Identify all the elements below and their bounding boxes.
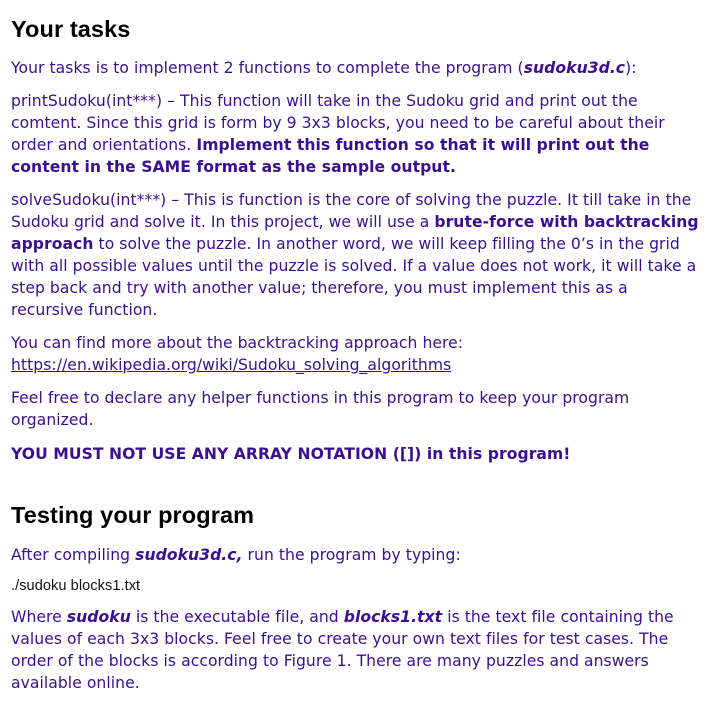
compile-text-1: After compiling	[11, 546, 136, 564]
run-command: ./sudoku blocks1.txt	[11, 578, 141, 594]
solve-sudoku-paragraph	[11, 189, 701, 321]
where-paragraph	[11, 606, 701, 694]
compile-filename: sudoku3d.c,	[135, 546, 243, 564]
warning-text: YOU MUST NOT USE ANY ARRAY NOTATION ([]) in this program!	[11, 445, 571, 463]
solve-sudoku-text-1: solveSudoku(int***) – This is function is the core of solving the puzzle. It till take in the Sudoku grid and solve it. In this project, we will use a	[11, 191, 692, 231]
intro-text: Your tasks is to implement 2 functions to complete the program (	[11, 59, 524, 77]
input-filename: blocks1.txt	[343, 608, 443, 626]
print-sudoku-paragraph	[11, 90, 701, 178]
tasks-intro-paragraph	[11, 57, 701, 79]
solve-sudoku-approach: brute-force with backtracking approach	[11, 213, 699, 253]
intro-filename: sudoku3d.c	[523, 59, 626, 77]
testing-heading: Testing your program	[11, 502, 255, 528]
compile-text-2: run the program by typing:	[242, 546, 461, 564]
executable-name: sudoku	[66, 608, 131, 626]
backtracking-text: You can find more about the backtracking approach here:	[11, 334, 464, 352]
your-tasks-heading: Your tasks	[11, 16, 131, 42]
helpers-paragraph: Feel free to declare any helper functions in this program to keep your program organized.	[11, 389, 630, 429]
print-sudoku-requirement: Implement this function so that it will print out the content in the SAME format as the sample output.	[11, 136, 650, 176]
compile-paragraph	[11, 544, 701, 566]
print-sudoku-text: printSudoku(int***) – This function will take in the Sudoku grid and print out the comtent. Since this grid is form by 9 3x3 blocks, you need to be careful about their order and orientations.	[11, 92, 665, 154]
where-text-2: is the executable file, and	[130, 608, 344, 626]
where-text-1: Where	[11, 608, 67, 626]
solve-sudoku-text-2: to solve the puzzle. In another word, we will keep filling the 0’s in the grid with all possible values until the puzzle is solved. If a value does not work, it will take a step back and try with another value; therefore, you must implement this as a recursive function.	[11, 235, 697, 319]
backtracking-paragraph	[11, 332, 701, 376]
array-notation-warning	[11, 443, 701, 465]
wikipedia-link[interactable]: https://en.wikipedia.org/wiki/Sudoku_solving_algorithms	[11, 356, 452, 374]
intro-end: ):	[625, 59, 637, 77]
where-text-3: is the text file containing the values of each 3x3 blocks. Feel free to create your own text files for test cases. The order of the blocks is according to Figure 1. There are many puzzles and answers available online.	[11, 608, 674, 692]
